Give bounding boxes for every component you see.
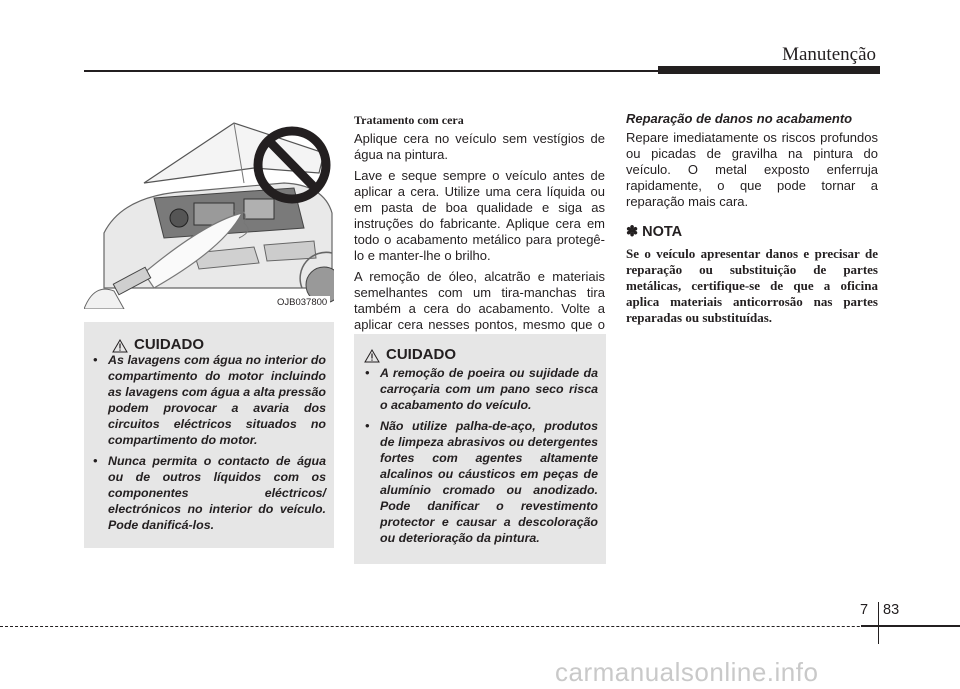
caution-item-text: As lavagens com água no interior do compartimento do motor incluindo as lavagens com água a alta pressão podem provocar a avaria dos circuitos eléctricos situados no compartimento do motor. <box>108 353 326 447</box>
caution-item-text: Não utilize palha-de-aço, produtos de limpeza abrasivos ou detergentes fortes com agentes altamente alcalinos ou cáusticos em peças de alumínio cromado ou anodizado. Pode danificar o revestimento protector e causar a descoloração ou deterioração da pintura. <box>380 419 598 545</box>
caution-list <box>362 365 598 551</box>
bullet: • <box>365 419 370 433</box>
footer-bar <box>861 625 960 627</box>
list-item <box>362 365 598 413</box>
warning-triangle-icon <box>112 339 128 353</box>
bullet: • <box>93 353 98 367</box>
bullet: • <box>93 454 98 468</box>
header-bar <box>658 66 880 74</box>
caution-box-engine <box>84 322 334 548</box>
list-item <box>90 352 326 448</box>
repair-section <box>626 111 878 326</box>
list-item <box>90 453 326 533</box>
caution-title: CUIDADO <box>134 336 204 353</box>
page-number: 83 <box>883 602 900 618</box>
note-heading <box>626 224 878 240</box>
wax-heading: Tratamento com cera <box>354 113 464 127</box>
note-text: Se o veículo apresentar danos e precisar de reparação ou substituição de partes metálicas, certifique-se de que a oficina aplica materiais anticorrosão nas partes reparadas ou substituídas. <box>626 246 878 325</box>
note-title: NOTA <box>642 224 683 240</box>
caution-box-cleaning <box>354 334 606 564</box>
figure-code: OJB037800 <box>274 296 330 309</box>
asterisk-icon: ✽ <box>626 224 639 240</box>
repair-paragraph: Repare imediatamente os riscos profundos ou picadas de gravilha na pintura do veículo. O metal exposto enferruja rapidamente, o que pode tornar a reparação mais cara. <box>626 130 878 209</box>
caution-heading <box>112 336 204 353</box>
caution-item-text: A remoção de poeira ou sujidade da carroçaria com um pano seco risca o acabamento do veículo. <box>380 366 598 412</box>
footer-rule <box>0 626 960 627</box>
caution-list <box>90 352 326 538</box>
footer-divider <box>878 602 879 644</box>
section-title: Manutenção <box>782 44 876 65</box>
wax-paragraph: Aplique cera no veículo sem vestígios de água na pintura. <box>354 131 605 162</box>
chapter-number: 7 <box>860 602 869 618</box>
bullet: • <box>365 366 370 380</box>
no-water-hood-wash-icon <box>84 113 334 309</box>
wax-paragraph: Lave e seque sempre o veículo antes de aplicar a cera. Utilize uma cera líquida ou em pasta de boa qualidade e siga as instruções do fabricante. Aplique cera em todo o acabamento metálico para protegê-lo e manter-lhe o brilho. <box>354 168 605 263</box>
caution-title: CUIDADO <box>386 346 456 363</box>
warning-triangle-icon <box>364 349 380 363</box>
wax-section <box>354 113 605 354</box>
repair-heading: Reparação de danos no acabamento <box>626 111 853 126</box>
caution-heading <box>364 346 456 363</box>
list-item <box>362 418 598 546</box>
wax-paragraph: A remoção de óleo, alcatrão e materiais semelhantes com um tira-manchas tira também a cera do acabamento. Volte a aplicar cera nesses pontos, mesmo que o <box>354 269 605 332</box>
engine-wash-illustration <box>84 113 334 309</box>
watermark: carmanualsonline.info <box>555 657 819 687</box>
caution-item-text: Nunca permita o contacto de água ou de outros líquidos com os componentes eléctricos/ electrónicos no interior do veículo. Pode danificá-los. <box>108 454 326 532</box>
